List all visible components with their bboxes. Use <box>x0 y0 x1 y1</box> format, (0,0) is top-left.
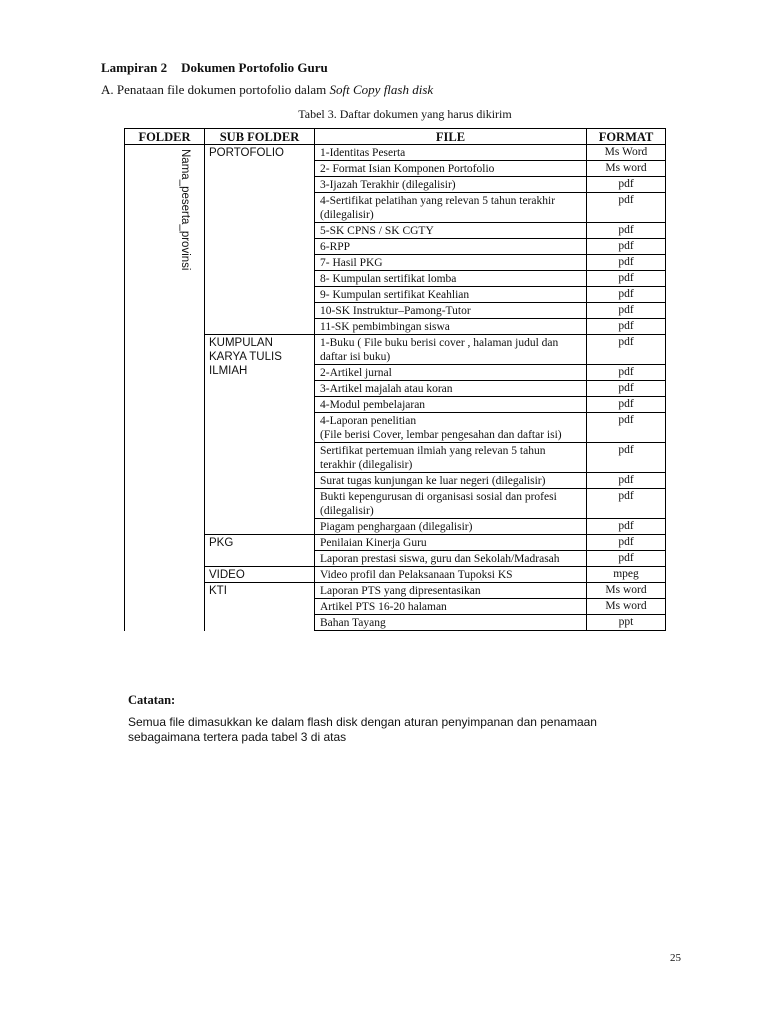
format-cell: ppt <box>587 615 666 631</box>
file-cell: Laporan PTS yang dipresentasikan <box>315 583 587 599</box>
format-cell: pdf <box>587 193 666 223</box>
format-cell: pdf <box>587 473 666 489</box>
file-cell: Penilaian Kinerja Guru <box>315 535 587 551</box>
folder-cell <box>125 145 205 631</box>
file-cell: Surat tugas kunjungan ke luar negeri (dilegalisir) <box>315 473 587 489</box>
file-cell: 6-RPP <box>315 239 587 255</box>
file-cell: 2-Artikel jurnal <box>315 365 587 381</box>
format-cell: pdf <box>587 271 666 287</box>
file-cell: 11-SK pembimbingan siswa <box>315 319 587 335</box>
file-cell: 3-Artikel majalah atau koran <box>315 381 587 397</box>
table-caption: Tabel 3. Daftar dokumen yang harus dikirim <box>298 107 512 121</box>
format-cell: pdf <box>587 535 666 551</box>
format-cell: Ms Word <box>587 145 666 161</box>
document-table <box>124 128 666 631</box>
notes-title: Catatan: <box>128 693 176 707</box>
format-cell: pdf <box>587 443 666 473</box>
file-cell: Bahan Tayang <box>315 615 587 631</box>
subfolder-cell: PKG <box>205 535 315 567</box>
file-cell: 9- Kumpulan sertifikat Keahlian <box>315 287 587 303</box>
format-cell: pdf <box>587 397 666 413</box>
file-cell: Piagam penghargaan (dilegalisir) <box>315 519 587 535</box>
file-cell: 4-Laporan penelitian (File berisi Cover, lembar pengesahan dan daftar isi) <box>315 413 587 443</box>
appendix-heading <box>101 60 328 76</box>
format-cell: pdf <box>587 303 666 319</box>
format-cell: Ms word <box>587 161 666 177</box>
format-cell: mpeg <box>587 567 666 583</box>
format-cell: pdf <box>587 413 666 443</box>
file-cell: 1-Buku ( File buku berisi cover , halaman judul dan daftar isi buku) <box>315 335 587 365</box>
format-cell: Ms word <box>587 583 666 599</box>
format-cell: pdf <box>587 287 666 303</box>
format-cell: pdf <box>587 489 666 519</box>
file-cell: Artikel PTS 16-20 halaman <box>315 599 587 615</box>
file-cell: 1-Identitas Peserta <box>315 145 587 161</box>
section-a <box>101 82 433 98</box>
table-row <box>125 145 666 161</box>
file-cell: 4-Sertifikat pelatihan yang relevan 5 tahun terakhir (dilegalisir) <box>315 193 587 223</box>
format-cell: pdf <box>587 519 666 535</box>
appendix-label: Lampiran 2 <box>101 60 168 75</box>
header-file: FILE <box>315 129 587 145</box>
notes-text: Semua file dimasukkan ke dalam flash disk dengan aturan penyimpanan dan penamaan sebagaimana tertera pada tabel 3 di atas <box>128 715 597 744</box>
format-cell: pdf <box>587 365 666 381</box>
header-subfolder: SUB FOLDER <box>205 129 315 145</box>
subfolder-cell: KTI <box>205 583 315 631</box>
file-cell: 5-SK CPNS / SK CGTY <box>315 223 587 239</box>
table-header-row <box>125 129 666 145</box>
file-cell: Laporan prestasi siswa, guru dan Sekolah/Madrasah <box>315 551 587 567</box>
file-cell: 3-Ijazah Terakhir (dilegalisir) <box>315 177 587 193</box>
file-cell: Bukti kepengurusan di organisasi sosial dan profesi (dilegalisir) <box>315 489 587 519</box>
format-cell: pdf <box>587 381 666 397</box>
table-row <box>125 567 666 583</box>
file-cell: Video profil dan Pelaksanaan Tupoksi KS <box>315 567 587 583</box>
file-cell: 4-Modul pembelajaran <box>315 397 587 413</box>
format-cell: pdf <box>587 223 666 239</box>
format-cell: Ms word <box>587 599 666 615</box>
file-cell: Sertifikat pertemuan ilmiah yang relevan 5 tahun terakhir (dilegalisir) <box>315 443 587 473</box>
table-row <box>125 583 666 599</box>
format-cell: pdf <box>587 255 666 271</box>
format-cell: pdf <box>587 177 666 193</box>
folder-name: Nama_peserta_provinsi <box>179 149 191 271</box>
subfolder-cell: PORTOFOLIO <box>205 145 315 335</box>
header-format: FORMAT <box>587 129 666 145</box>
page-number: 25 <box>670 952 681 964</box>
subfolder-cell: KUMPULAN KARYA TULIS ILMIAH <box>205 335 315 535</box>
file-cell: 8- Kumpulan sertifikat lomba <box>315 271 587 287</box>
file-cell: 7- Hasil PKG <box>315 255 587 271</box>
file-cell: 10-SK Instruktur–Pamong-Tutor <box>315 303 587 319</box>
format-cell: pdf <box>587 551 666 567</box>
section-a-prefix: A. <box>101 82 114 97</box>
subfolder-cell: VIDEO <box>205 567 315 583</box>
section-a-text: Penataan file dokumen portofolio dalam <box>116 82 327 97</box>
table-row <box>125 535 666 551</box>
format-cell: pdf <box>587 335 666 365</box>
table-row <box>125 335 666 365</box>
file-cell: 2- Format Isian Komponen Portofolio <box>315 161 587 177</box>
section-a-italic: Soft Copy flash disk <box>329 82 434 97</box>
header-folder: FOLDER <box>125 129 205 145</box>
format-cell: pdf <box>587 239 666 255</box>
appendix-title: Dokumen Portofolio Guru <box>181 60 328 75</box>
format-cell: pdf <box>587 319 666 335</box>
